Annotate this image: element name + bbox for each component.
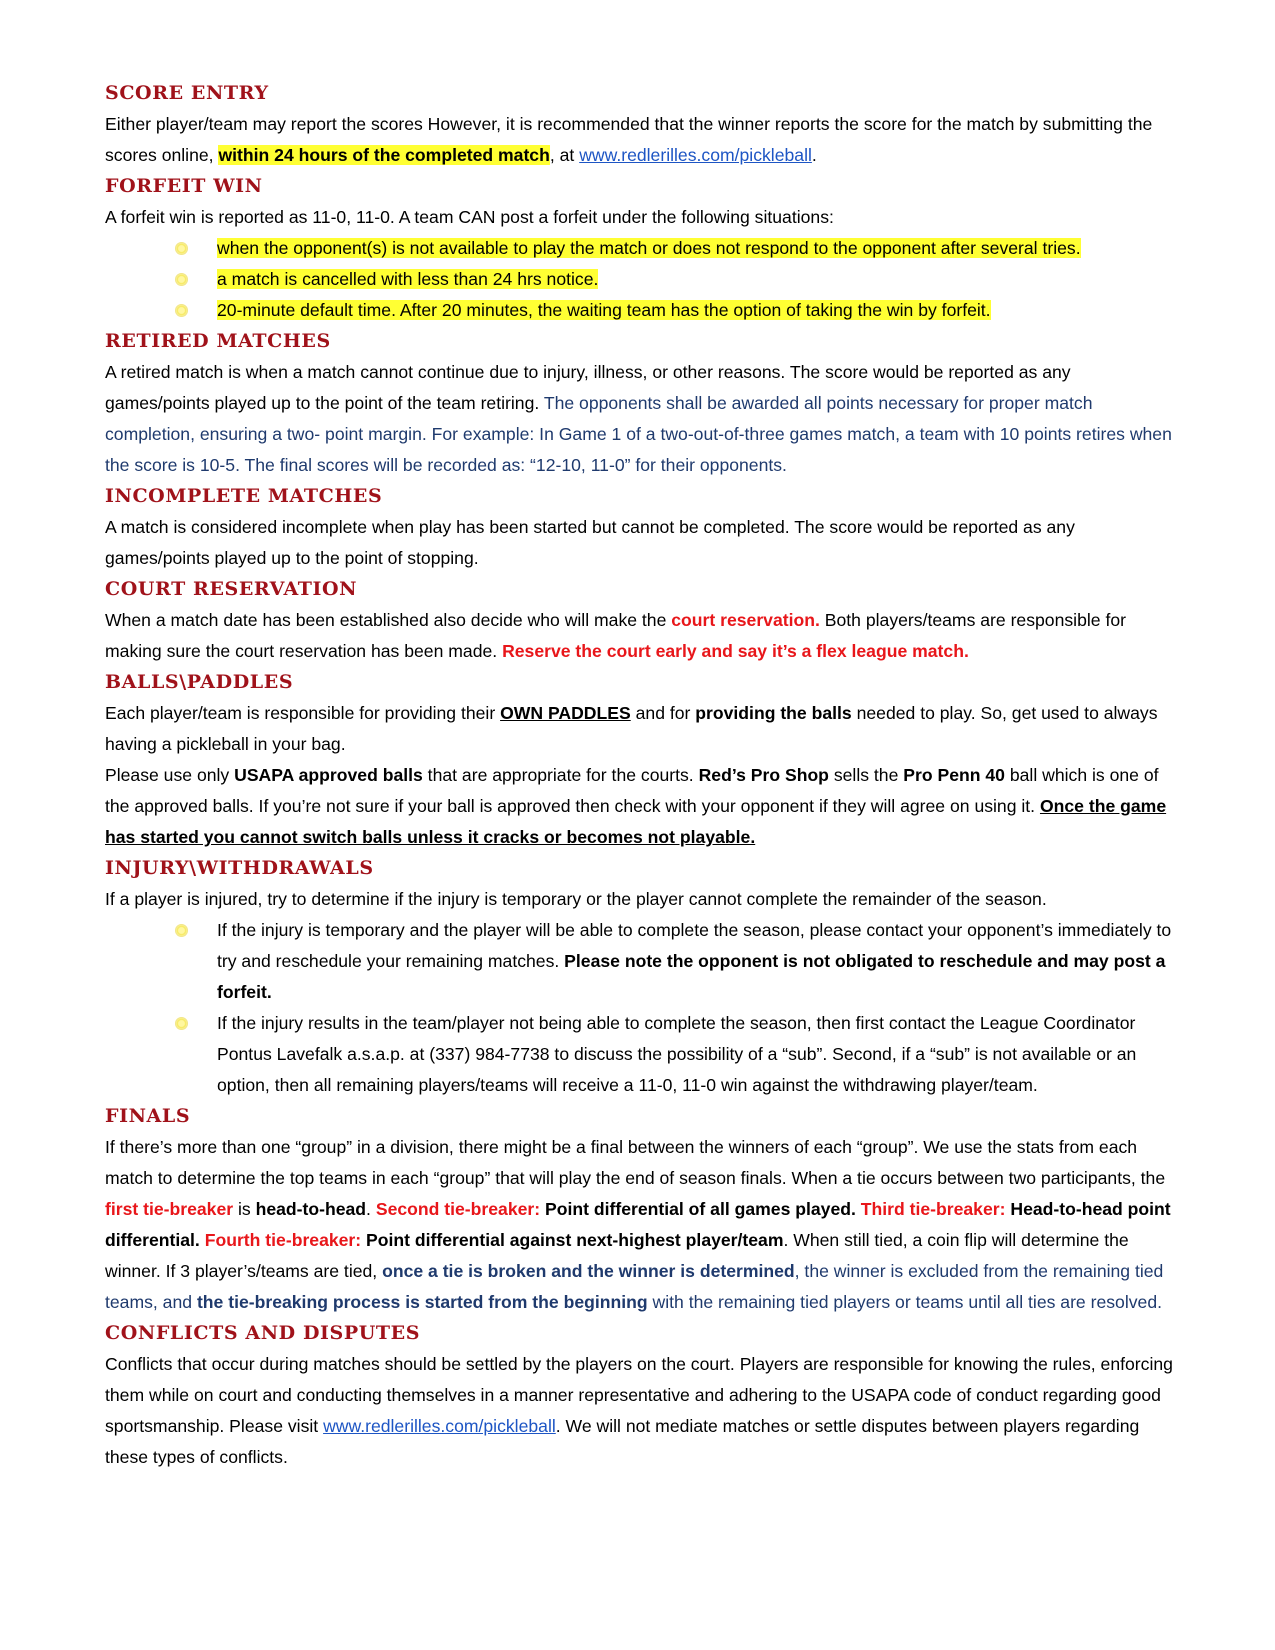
section-heading-retired-matches: RETIRED MATCHES bbox=[105, 330, 331, 352]
bullet-icon bbox=[175, 242, 188, 255]
score-entry-paragraph: Either player/team may report the scores However, it is recommended that the winner reports the score for the match by submitting the scores online, within 24 hours of the completed match, at www.redlerilles.com/pickleball. bbox=[105, 114, 1153, 165]
section-heading-incomplete-matches: INCOMPLETE MATCHES bbox=[105, 485, 383, 507]
injury-intro: If a player is injured, try to determine if the injury is temporary or the player cannot complete the remainder of the season. bbox=[105, 889, 1047, 909]
highlight-24-hours: within 24 hours of the completed match bbox=[218, 145, 550, 165]
bullet-icon bbox=[175, 1017, 188, 1030]
forfeit-intro: A forfeit win is reported as 11-0, 11-0. A team CAN post a forfeit under the following situations: bbox=[105, 207, 834, 227]
section-heading-balls-paddles: BALLS\PADDLES bbox=[105, 671, 294, 693]
bullet-icon bbox=[175, 273, 188, 286]
court-reservation-paragraph: When a match date has been established also decide who will make the court reservation. Both players/teams are responsible for making sure the court reservation has been made. Reserve the court early and say it’s a flex league match. bbox=[105, 610, 1126, 661]
pickleball-link[interactable]: www.redlerilles.com/pickleball bbox=[579, 145, 812, 165]
list-item: when the opponent(s) is not available to play the match or does not respond to the opponent after several tries. bbox=[217, 233, 1180, 264]
bullet-icon bbox=[175, 304, 188, 317]
conflicts-paragraph: Conflicts that occur during matches should be settled by the players on the court. Players are responsible for knowing the rules, enforcing them while on court and conducting themselves in a manner representative and adhering to the USAPA code of conduct regarding good sportsmanship. Please visit www.redlerilles.com/pickleball. We will not mediate matches or settle disputes between players regarding these types of conflicts. bbox=[105, 1354, 1173, 1467]
list-item: a match is cancelled with less than 24 hrs notice. bbox=[217, 264, 1180, 295]
injury-list bbox=[105, 915, 1180, 1101]
section-heading-forfeit-win: FORFEIT WIN bbox=[105, 175, 263, 197]
forfeit-list bbox=[105, 233, 1180, 326]
list-item: If the injury results in the team/player not being able to complete the season, then first contact the League Coordinator Pontus Lavefalk a.s.a.p. at (337) 984-7738 to discuss the possibility of a “sub”. Second, if a “sub” is not available or an option, then all remaining players/teams will receive a 11-0, 11-0 win against the withdrawing player/team. bbox=[217, 1008, 1180, 1101]
bullet-icon bbox=[175, 924, 188, 937]
pickleball-link-conflicts[interactable]: www.redlerilles.com/pickleball bbox=[323, 1416, 556, 1436]
retired-paragraph: A retired match is when a match cannot continue due to injury, illness, or other reasons. The score would be reported as any games/points played up to the point of the team retiring. The opponents shall be awarded all points necessary for proper match completion, ensuring a two- point margin. For example: In Game 1 of a two-out-of-three games match, a team with 10 points retires when the score is 10-5. The final scores will be recorded as: “12-10, 11-0” for their opponents. bbox=[105, 362, 1172, 475]
finals-paragraph: If there’s more than one “group” in a division, there might be a final between the winners of each “group”. We use the stats from each match to determine the top teams in each “group” that will play the end of season finals. When a tie occurs between two participants, the first tie-breaker is head-to-head. Second tie-breaker: Point differential of all games played. Third tie-breaker: Head-to-head point differential. Fourth tie-breaker: Point differential against next-highest player/team. When still tied, a coin flip will determine the winner. If 3 player’s/teams are tied, once a tie is broken and the winner is determined, the winner is excluded from the remaining tied teams, and the tie-breaking process is started from the beginning with the remaining tied players or teams until all ties are resolved. bbox=[105, 1137, 1171, 1312]
list-item: If the injury is temporary and the player will be able to complete the season, please contact your opponent’s immediately to try and reschedule your remaining matches. Please note the opponent is not obligated to reschedule and may post a forfeit. bbox=[217, 915, 1180, 1008]
rules-document bbox=[105, 78, 1180, 1473]
section-heading-conflicts-disputes: CONFLICTS AND DISPUTES bbox=[105, 1322, 421, 1344]
section-heading-score-entry: SCORE ENTRY bbox=[105, 82, 269, 104]
balls-paragraph-1: Each player/team is responsible for providing their OWN PADDLES and for providing the balls needed to play. So, get used to always having a pickleball in your bag. bbox=[105, 703, 1158, 754]
list-item: 20-minute default time. After 20 minutes, the waiting team has the option of taking the win by forfeit. bbox=[217, 295, 1180, 326]
balls-paragraph-2: Please use only USAPA approved balls that are appropriate for the courts. Red’s Pro Shop sells the Pro Penn 40 ball which is one of the approved balls. If you’re not sure if your ball is approved then check with your opponent if they will agree on using it. Once the game has started you cannot switch balls unless it cracks or becomes not playable. bbox=[105, 765, 1167, 847]
section-heading-court-reservation: COURT RESERVATION bbox=[105, 578, 358, 600]
section-heading-injury-withdrawals: INJURY\WITHDRAWALS bbox=[105, 857, 374, 879]
incomplete-paragraph: A match is considered incomplete when play has been started but cannot be completed. The score would be reported as any games/points played up to the point of stopping. bbox=[105, 517, 1075, 568]
section-heading-finals: FINALS bbox=[105, 1105, 191, 1127]
